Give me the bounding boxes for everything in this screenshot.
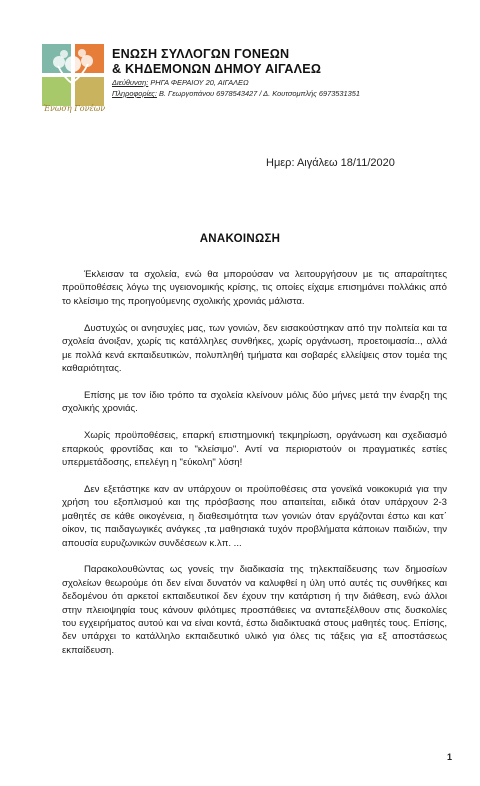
document-title: ΑΝΑΚΟΙΝΩΣΗ [199, 233, 281, 245]
paragraph: Έκλεισαν τα σχολεία, ενώ θα μπορούσαν να λειτουργήσουν με τις απαραίτητες προϋποθέσεις λόγω της υγειονομικής κρίσης, τις οποίες είχαμε επισημάνει πολλάκις από το κλείσιμο της προηγούμενης σχολικής χρονιάς μάλιστα. [62, 269, 447, 307]
organization-header [112, 47, 452, 99]
page-number: 1 [446, 752, 452, 762]
paragraph: Δεν εξετάστηκε καν αν υπάρχουν οι προϋποθέσεις στα γονεϊκά νοικοκυριά για την χρήση του εξοπλισμού και της πρόσβασης που απαιτείται, ειδικά όταν υπάρχουν 2-3 μαθητές σε κάθε οικογένεια, η διαθεσιμότητα των γονιών όταν εργάζονται έστω και κατ΄ οίκον, τις παιδαγωγικές ανάγκες ,τα μαθησιακά τυχόν προβλήματα κάποιων παιδιών, την απουσία ευρυζωνικών συνδέσεων κ.λπ. ... [62, 483, 447, 549]
organization-name-line-1: ΕΝΩΣΗ ΣΥΛΛΟΓΩΝ ΓΟΝΕΩΝ [112, 47, 290, 61]
paragraph: Χωρίς προϋποθέσεις, επαρκή επιστημονική τεκμηρίωση, οργάνωση και σχεδιασμό επαρκούς φροντίδας και το "κλείσιμο". Αντί να περιοριστούν οι πραγματικές εστίες υπερμετάδοσης, επελέγη η "εύκολη" λύση! [62, 430, 447, 468]
paragraph: Δυστυχώς οι ανησυχίες μας, των γονιών, δεν εισακούστηκαν από την πολιτεία και τα σχολεία άνοιξαν, χωρίς τις κατάλληλες συνθήκες, χωρίς οργάνωση, προετοιμασία.., αλλά με πολλά κενά εκπαιδευτικών, πολυπληθή τμήματα και σοβαρές ελλείψεις στον τομέα της καθαριότητας. [62, 322, 447, 374]
organization-name-line-2: & ΚΗΔΕΜΟΝΩΝ ΔΗΜΟΥ ΑΙΓΑΛΕΩ [112, 62, 322, 76]
contact-info-line [112, 88, 452, 99]
paragraph: Επίσης με τον ίδιο τρόπο τα σχολεία κλείνουν μόλις δύο μήνες μετά την έναρξη της σχολικής χρονιάς. [62, 389, 447, 415]
contact-info-label: Πληροφορίες: [112, 89, 157, 98]
organization-logo [42, 44, 104, 106]
document-date: Ημερ: Αιγάλεω 18/11/2020 [266, 157, 395, 169]
logo-caption: Ένωση Γονέων [42, 104, 106, 113]
contact-info-value: Β. Γεωργοπάνου 6978543427 / Δ. Κουτσομπλής 6973531351 [156, 89, 360, 98]
announcement-body [62, 268, 447, 671]
address-value: ΡΗΓΑ ΦΕΡΑΙΟΥ 20, ΑΙΓΑΛΕΩ [148, 78, 249, 87]
address-line [112, 77, 452, 88]
address-label: Διεύθυνση: [112, 78, 149, 87]
paragraph: Παρακολουθώντας ως γονείς την διαδικασία της τηλεκπαίδευσης των δημοσίων σχολείων θεωρούμε ότι δεν είναι δυνατόν να καλυφθεί η ύλη υπό αυτές τις συνθήκες και δεδομένου ότι αρκετοί εκπαιδευτικοί δεν έχουν την κατάρτιση ή την διάθεση, ενώ άλλοι στην πλειοψηφία τους κάνουν φιλότιμες προσπάθειες να ανταπεξέλθουν στις δυσκολίες του εγχειρήματος αυτού και να είναι κοντά, έστω διαδικτυακά στους μαθητές τους. Επίσης, δεν υπάρχει το κατάλληλο εκπαιδευτικό υλικό για όλες τις τάξεις για εξ αποστάσεως εκπαίδευση. [62, 564, 447, 656]
